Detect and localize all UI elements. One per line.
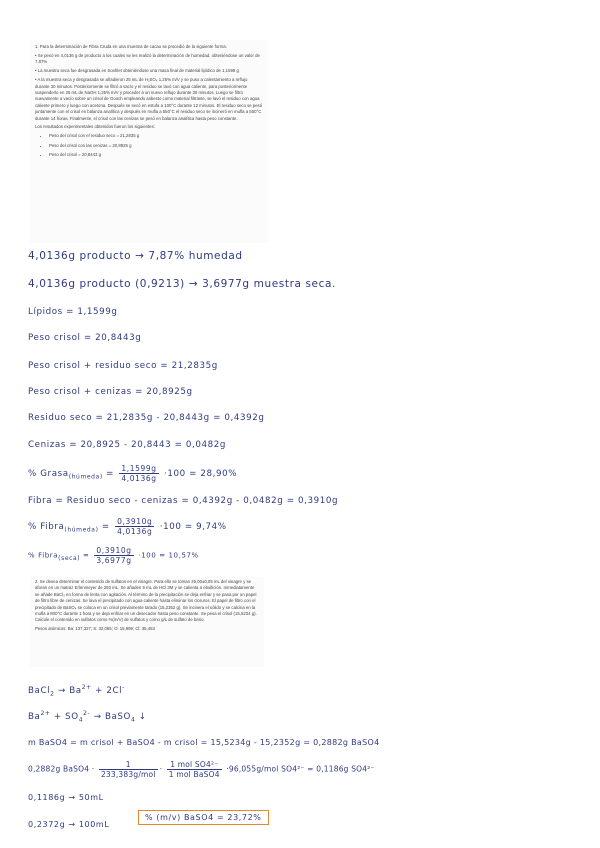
work-ratio-50ml: 0,1186g → 50mL — [28, 793, 104, 802]
problem-2-statement: 2. Se desea determinar el contenido de sulfatos en el vinagre. Para ello se toman 25,00±0,05 mL del vinagre y se aforan en un matraz Erlenmeyer de 250 mL. Se añaden 5 mL de HCl 3M y se calienta a ebullición. Inmediatamente se añade BaCl₂ en forma de lenta con agitación. Al término de la precipitación se deja enfriar y se pasa por un papel de filtro libre de cenizas. Se lava el precipitado con agua caliente hasta eliminar los cloruros. El papel de filtro con el precipitado de BaSO₄ se coloca en un crisol previamente tarado (15,2352 g). Se incinera el sólido y se calcina en la mufla a 800°C durante 1 hora y se deja enfriar en un desecador hasta peso constante. Se pesa el crisol (15,5234 g). Calcule el contenido en sulfatos como %(m/V) de sulfatos y como g/L de sulfato de bario. — [35, 579, 257, 623]
problem-1-bullets — [35, 133, 263, 158]
work-line-fibra: Fibra = Residuo seco - cenizas = 0,4392g - 0,0482g = 0,3910g — [28, 496, 339, 506]
problem-1-statement: 1. Para la determinación de Fibra Cruda en una muestra de cacao se procedió de la siguiente forma: — [35, 44, 227, 49]
list-item: • Peso del crisol = 20,8443 g — [49, 152, 263, 158]
work-line-crisol-residuo: Peso crisol + residuo seco = 21,2835g — [28, 361, 218, 371]
work-line-crisol-cenizas: Peso crisol + cenizas = 20,8925g — [28, 387, 193, 397]
fraction: $\frac{1,1599g}{4,0136g}$ — [121, 464, 157, 483]
problem-1-p4: Los resultados experimentales obtenidos fueron los siguientes: — [35, 124, 155, 130]
work-line-cenizas: Cenizas = 20,8925 - 20,8443 = 0,0482g — [28, 440, 226, 450]
work-line-peso-crisol: Peso crisol = 20,8443g — [28, 333, 142, 343]
work-line-humedad: 4,0136g producto → 7,87% humedad — [28, 250, 243, 262]
work-eq-dissociation: BaCl$_2$ → $Ba^{2+} + 2Cl^-$ — [28, 684, 125, 698]
work-line-residuo-seco: Residuo seco = 21,2835g - 20,8443g = 0,4392g — [28, 413, 265, 423]
work-eq-precipitation: $Ba^{2+} + SO_4^{2-}$ → BaSO$_4$ ↓ — [28, 710, 147, 724]
fraction: $\frac{0,3910g}{3,6977g}$ — [96, 546, 132, 565]
fraction: $\frac{0,3910g}{4,0136g}$ — [117, 517, 153, 536]
work-conversion: 0,2882g BaSO4 · $\frac{1}{\text{233,383g/mol}}$ · $\frac{\text{1 mol SO4²⁻}}{\text{1 mol BaSO4}}$ ·96,055g/mol SO4²⁻ = 0,1186g SO4²⁻ — [28, 760, 375, 779]
problem-1-p3: • A la muestra seca y desgrasada se añadieron 25 mL de H₂SO₄ 1,25% m/V y se puso a calentamiento a reflujo durante 30 minutos. Posteriormente se filtró a vacío y el residuo se lavó con agua caliente, para posteriormente suspenderlo en 25 mL de NaOH 1,25% m/V y proceder a un nuevo reflujo durante 30 minutos. Luego se filtró nuevamente a vacío sobre un crisol de Gooch empleando asbesto como material filtrante, se lavó el residuo con agua caliente primero y luego con acetona. Después se secó en estufa a 100°C durante 12 minutos. El residuo seco se pesó juntamente con el crisol en balanza analítica y después en mufla a 550°C el residuo seco se incineró en mufla a 550°C durante 14 horas. Finalmente, el crisol con las cenizas se pesó en balanza analítica hasta peso constante. — [35, 77, 263, 121]
work-fibra-seca: % Fibra$_{(seca)}$ = $\frac{0,3910g}{3,6977g}$ ·100 = 10,57% — [28, 546, 199, 565]
fraction: $\frac{\text{1 mol SO4²⁻}}{\text{1 mol BaSO4}}$ — [168, 760, 220, 779]
list-item: • Peso del crisol con las cenizas = 20,8925 g — [49, 143, 263, 149]
work-line-lipidos: Lípidos = 1,1599g — [28, 307, 118, 317]
work-ratio-100ml: 0,2372g → 100mL — [28, 820, 110, 829]
fraction: $\frac{1}{\text{233,383g/mol}}$ — [100, 760, 156, 779]
work-fibra-humeda: % Fibra$_{(húmeda)}$ = $\frac{0,3910g}{4,0136g}$ ·100 = 9,74% — [28, 517, 227, 536]
work-mass-baso4: m BaSO4 = m crisol + BaSO4 - m crisol = 15,5234g - 15,2352g = 0,2882g BaSO4 — [28, 738, 380, 747]
problem-1-p2: • La muestra seca fue desgrasada en Soxhlet obteniéndose una masa final de material lipídico de 1,1599 g — [35, 68, 239, 74]
problem-1-p1: • Se pesó en 4,0136 g de producto a los cuales se les realizó la determinación de humedad, obteniéndose un valor de 7,87% — [35, 52, 260, 65]
work-grasa-humeda: % Grasa$_{(húmeda)}$ = $\frac{1,1599g}{4,0136g}$ ·100 = 28,90% — [28, 464, 238, 483]
work-line-muestra-seca: 4,0136g producto (0,9213) → 3,6977g muestra seca. — [28, 278, 336, 290]
result-box: % (m/v) BaSO4 = 23,72% — [138, 810, 269, 825]
problem-2-atomic-weights: Pesos atómicos: Ba: 137,327; S: 32,065; O: 15,999; Cl: 35,453 — [35, 626, 155, 632]
list-item: • Peso del crisol con el residuo seco = 21,2835 g — [49, 133, 263, 139]
problem-2-card — [30, 577, 264, 667]
problem-1-card — [30, 40, 268, 243]
